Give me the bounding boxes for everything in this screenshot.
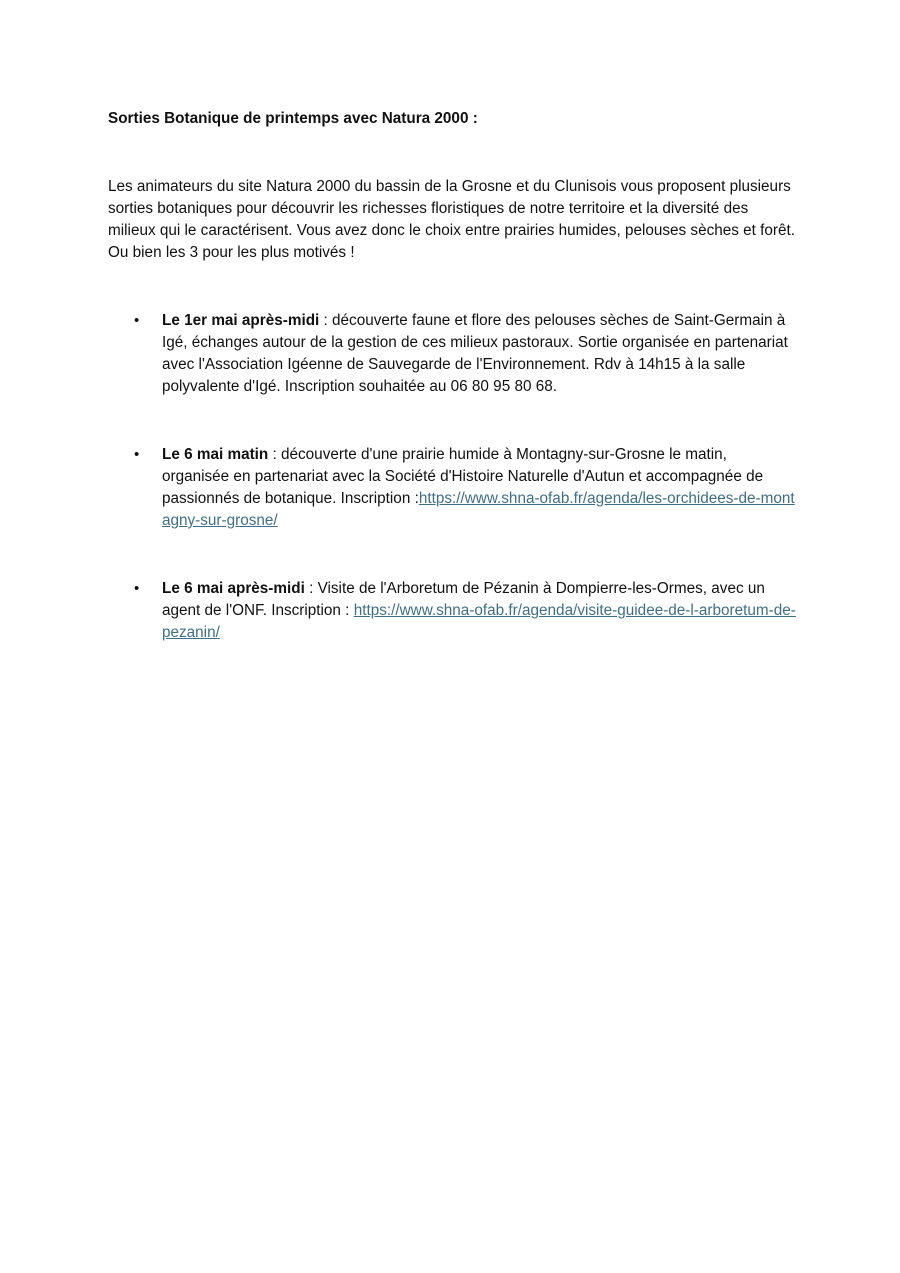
event-description: : découverte faune et flore des pelouses sèches de Saint-Germain à Igé, échanges autour de la gestion de ces milieux pastoraux. Sortie organisée en partenariat avec l'Association Igéenne de Sauvegarde de l'Environnement. Rdv à 14h15 à la salle polyvalente d'Igé. Inscription souhaitée au 06 80 95 80 68. xyxy=(162,312,788,395)
event-date: Le 1er mai après-midi xyxy=(162,312,320,329)
document-content xyxy=(108,108,798,690)
registration-link[interactable]: https://www.shna-ofab.fr/agenda/les-orchidees-de-montagny-sur-grosne/ xyxy=(162,490,795,529)
event-item xyxy=(108,444,798,532)
event-list xyxy=(108,310,798,644)
bullet-icon: • xyxy=(134,580,140,597)
registration-link[interactable]: https://www.shna-ofab.fr/agenda/visite-guidee-de-l-arboretum-de-pezanin/ xyxy=(162,602,796,641)
event-date: Le 6 mai matin xyxy=(162,446,269,463)
event-date: Le 6 mai après-midi xyxy=(162,580,305,597)
event-item xyxy=(108,578,798,644)
bullet-icon: • xyxy=(134,312,140,329)
event-item xyxy=(108,310,798,398)
event-description: : Visite de l'Arboretum de Pézanin à Dompierre-les-Ormes, avec un agent de l'ONF. Inscription : xyxy=(162,580,765,619)
document-title: Sorties Botanique de printemps avec Natura 2000 : xyxy=(108,110,478,127)
event-description: : découverte d'une prairie humide à Montagny-sur-Grosne le matin, organisée en partenariat avec la Société d'Histoire Naturelle d'Autun et accompagnée de passionnés de botanique. Inscription : xyxy=(162,446,764,507)
bullet-icon: • xyxy=(134,446,140,463)
intro-paragraph: Les animateurs du site Natura 2000 du bassin de la Grosne et du Clunisois vous proposent plusieurs sorties botaniques pour découvrir les richesses floristiques de notre territoire et la diversité des milieux qui le caractérisent. Vous avez donc le choix entre prairies humides, pelouses sèches et forêt. Ou bien les 3 pour les plus motivés ! xyxy=(108,178,796,261)
